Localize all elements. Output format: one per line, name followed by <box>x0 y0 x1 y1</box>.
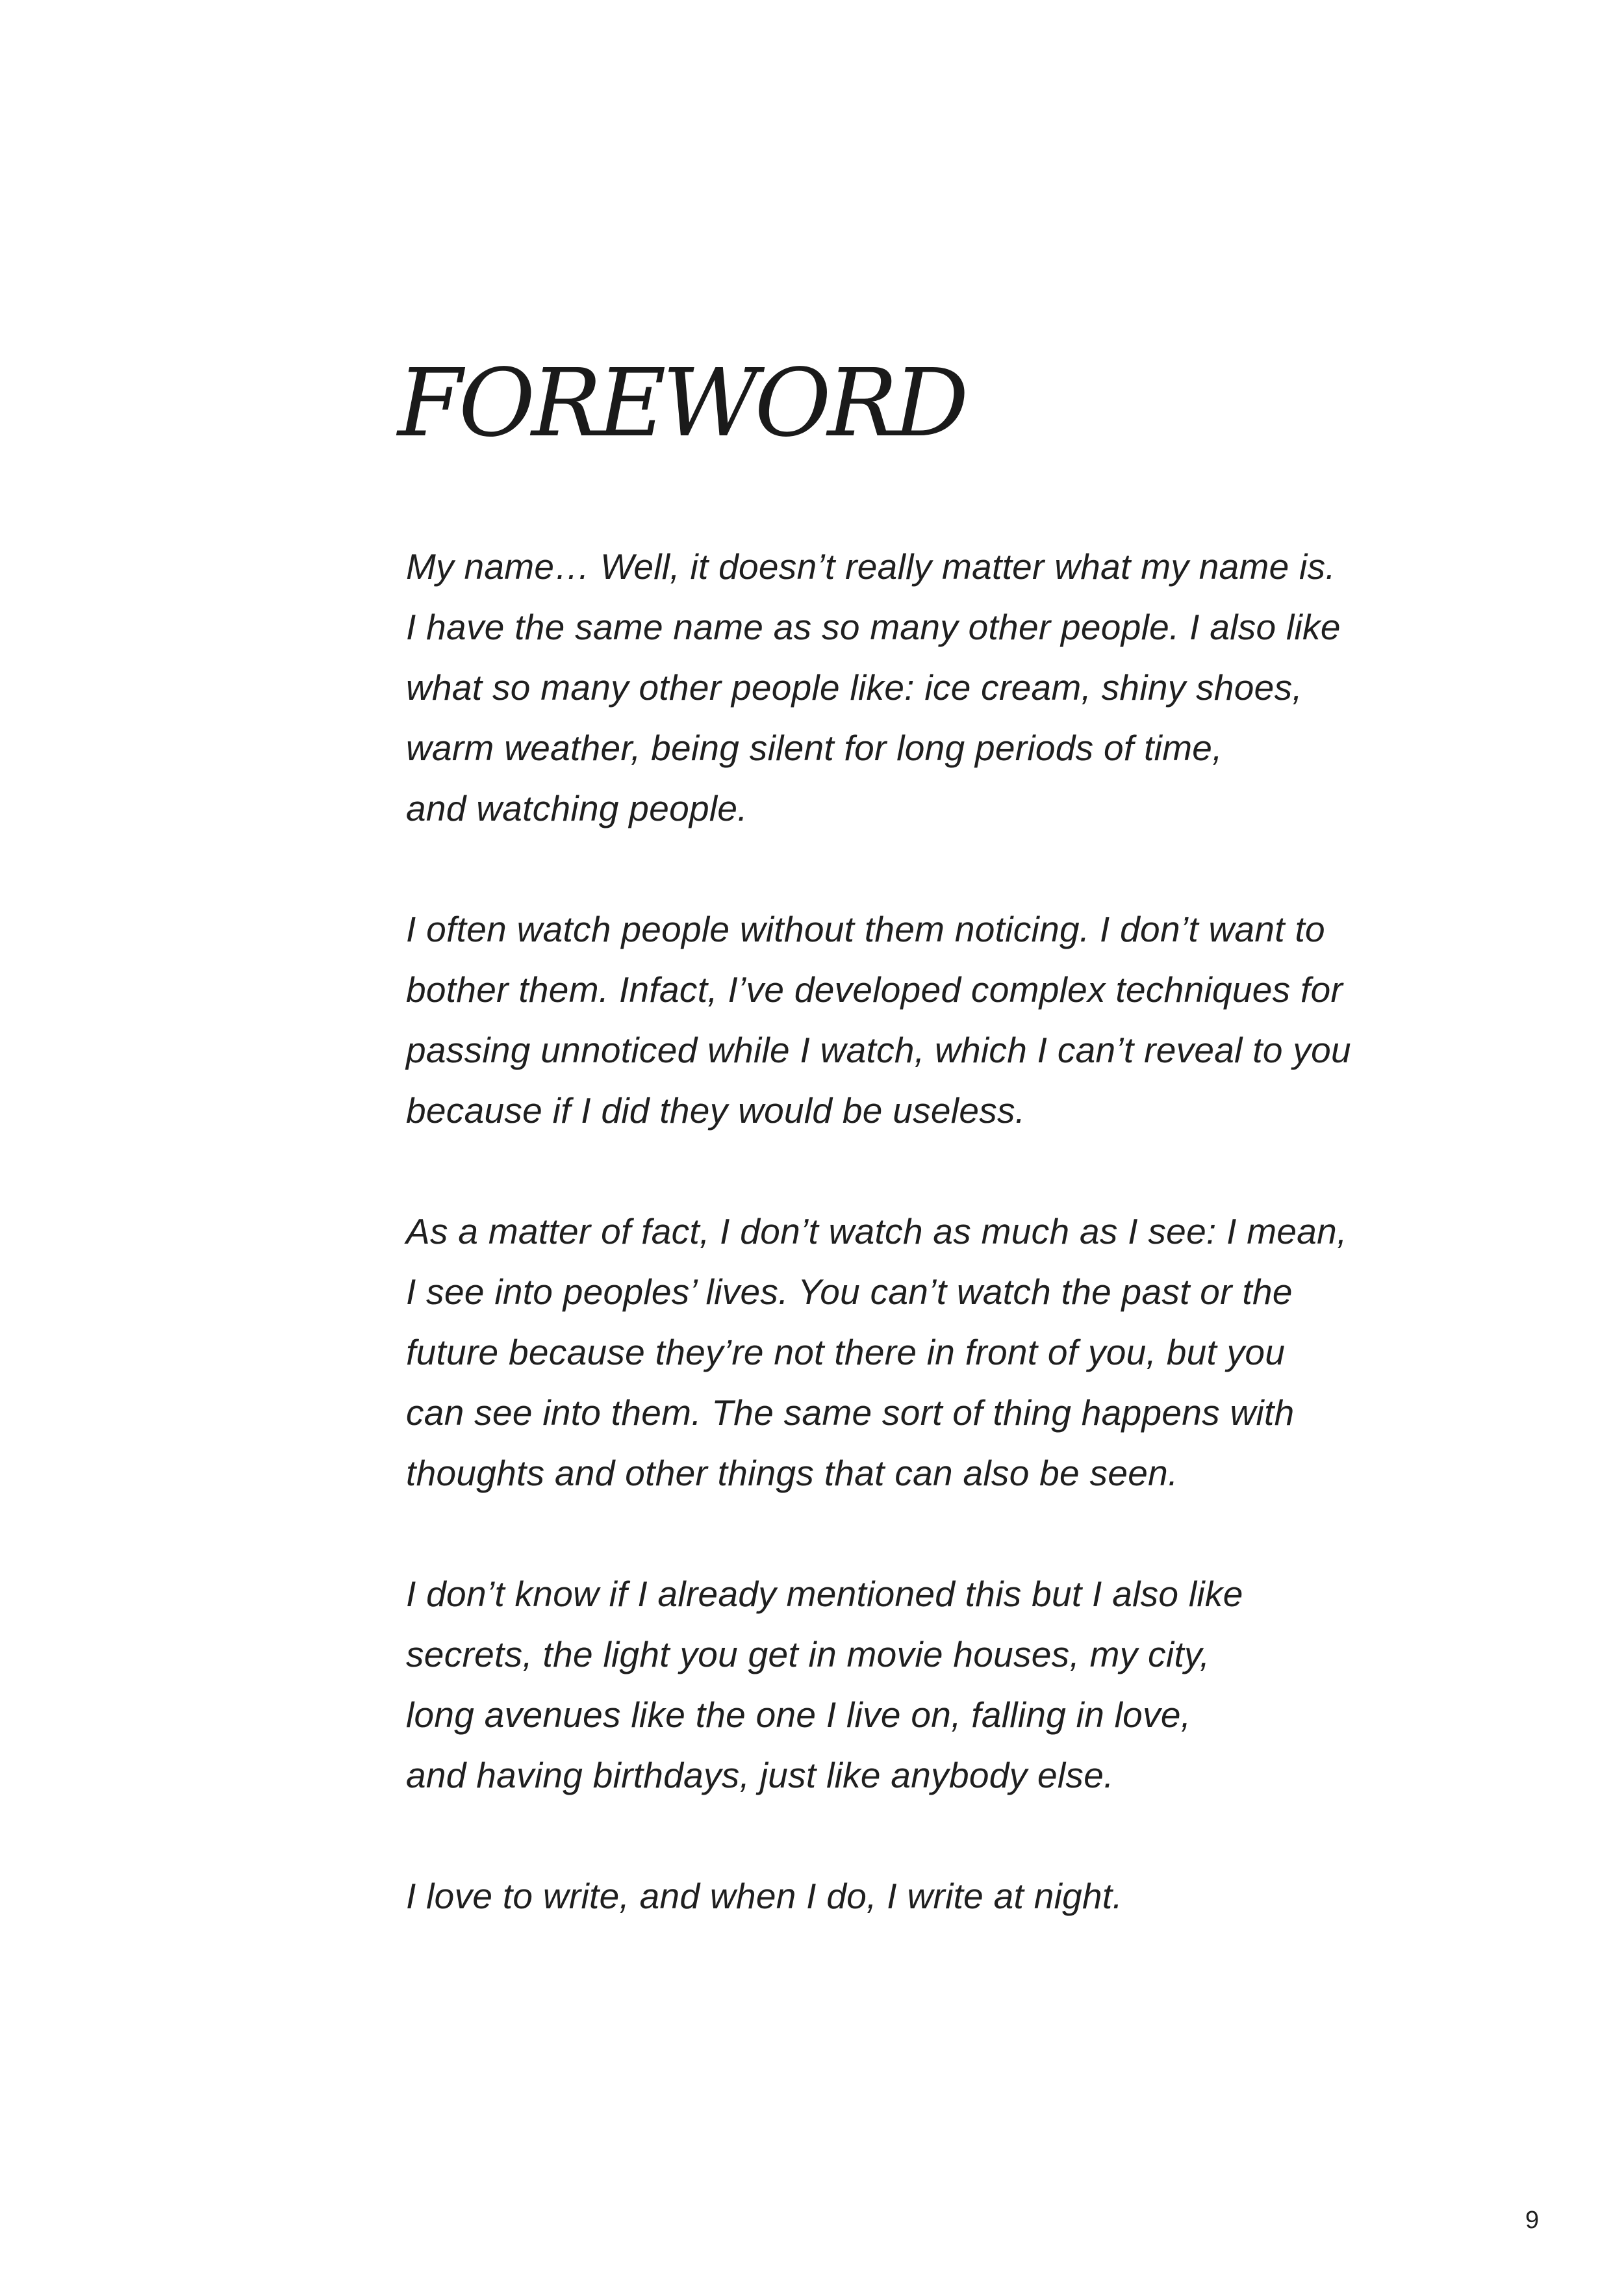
text-line: bother them. Infact, I’ve developed complex techniques for <box>406 969 1343 1010</box>
page-title: FOREWORD <box>398 348 965 457</box>
paragraph-1 <box>406 537 1380 839</box>
text-line: I often watch people without them noticing. I don’t want to <box>406 909 1325 949</box>
paragraph-5 <box>406 1866 1380 1927</box>
paragraph-3 <box>406 1201 1380 1504</box>
text-line: and watching people. <box>406 788 748 828</box>
text-line: long avenues like the one I live on, falling in love, <box>406 1695 1191 1735</box>
text-line: My name… Well, it doesn’t really matter what my name is. <box>406 546 1336 587</box>
text-line: because if I did they would be useless. <box>406 1090 1026 1131</box>
text-line: and having birthdays, just like anybody else. <box>406 1755 1114 1795</box>
text-line: I see into peoples’ lives. You can’t watch the past or the <box>406 1272 1293 1312</box>
foreword-body <box>406 537 1380 1987</box>
text-line: what so many other people like: ice cream, shiny shoes, <box>406 667 1302 708</box>
paragraph-4 <box>406 1564 1380 1806</box>
text-line: I don’t know if I already mentioned this but I also like <box>406 1574 1243 1614</box>
text-line: can see into them. The same sort of thing happens with <box>406 1392 1295 1433</box>
text-line: passing unnoticed while I watch, which I can’t reveal to you <box>406 1030 1351 1070</box>
text-line: secrets, the light you get in movie houses, my city, <box>406 1634 1210 1674</box>
text-line: thoughts and other things that can also be seen. <box>406 1453 1178 1493</box>
text-line: I love to write, and when I do, I write at night. <box>406 1876 1123 1916</box>
page-number: 9 <box>1525 2207 1540 2234</box>
paragraph-2 <box>406 899 1380 1141</box>
text-line: warm weather, being silent for long periods of time, <box>406 728 1223 768</box>
text-line: future because they’re not there in front of you, but you <box>406 1332 1286 1372</box>
text-line: As a matter of fact, I don’t watch as much as I see: I mean, <box>406 1211 1347 1251</box>
text-line: I have the same name as so many other people. I also like <box>406 607 1341 647</box>
